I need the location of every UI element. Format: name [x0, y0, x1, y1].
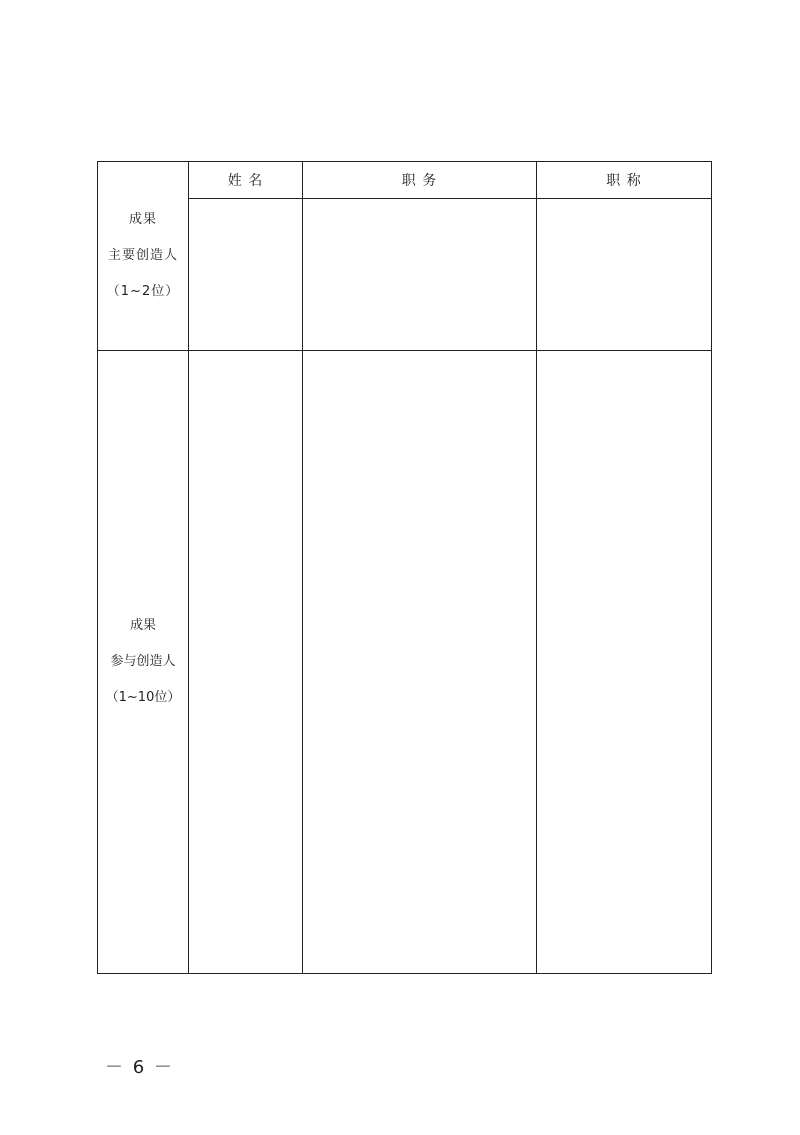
header-position: 职 务	[303, 162, 537, 199]
main-creators-name-cell[interactable]	[189, 199, 303, 351]
participant-creators-label-line1: 成果	[129, 618, 156, 634]
main-creators-label-line2: 主要创造人	[107, 248, 178, 264]
main-creators-label-line1: 成果	[128, 212, 157, 228]
table-header-row	[98, 162, 712, 199]
header-title: 职 称	[537, 162, 712, 199]
creators-form-table	[97, 161, 712, 974]
participant-creators-label-line2: 参与创造人	[110, 654, 176, 670]
main-creators-position-cell[interactable]	[303, 199, 537, 351]
page-number: － 6 －	[105, 1057, 174, 1078]
participant-creators-row	[98, 351, 712, 974]
main-creators-label-line3: （1~2位）	[106, 284, 180, 300]
participant-creators-title-cell[interactable]	[537, 351, 712, 974]
main-creators-row	[98, 199, 712, 351]
main-creators-title-cell[interactable]	[537, 199, 712, 351]
participant-creators-label-cell	[98, 351, 189, 974]
participant-creators-name-cell[interactable]	[189, 351, 303, 974]
header-name: 姓 名	[189, 162, 303, 199]
main-creators-label-cell	[98, 162, 189, 351]
participant-creators-position-cell[interactable]	[303, 351, 537, 974]
participant-creators-label-line3: （1~10位）	[105, 690, 181, 706]
